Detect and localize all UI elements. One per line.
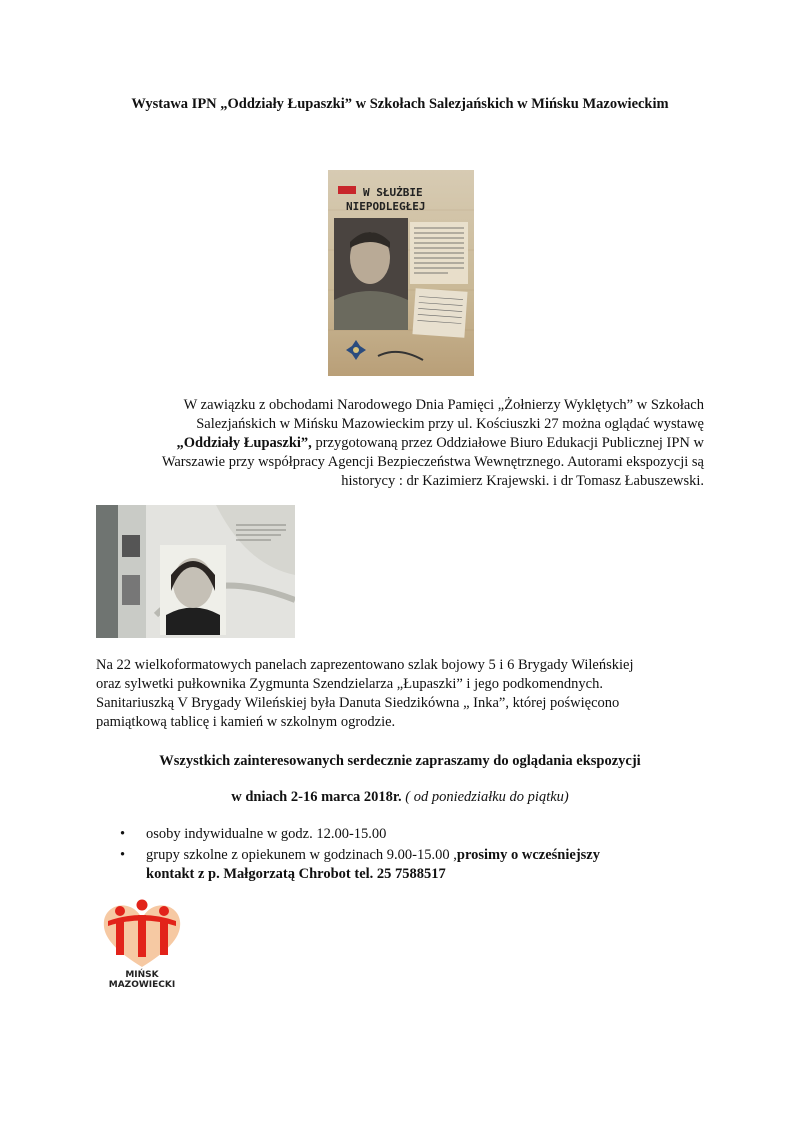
cross-medal-icon [346,340,366,360]
exhibition-name: „Oddziały Łupaszki”, [176,435,312,451]
intro-paragraph [92,396,704,491]
city-logo-icon [96,897,188,989]
contact-details: kontakt z p. Małgorzatą Chrobot tel. 25 7588517 [146,866,446,882]
page-title: Wystawa IPN „Oddziały Łupaszki” w Szkołach Salezjańskich w Mińsku Mazowieckim [131,96,669,112]
dates-italic: ( od poniedziałku do piątku) [401,789,569,805]
poster-heading-1: W SŁUŻBIE [363,186,423,199]
bullet-icon: • [120,826,126,842]
intro-line-2: Salezjańskich w Mińsku Mazowieckim przy ul. Kościuszki 27 można oglądać wystawę [196,416,704,432]
intro-line-4: Warszawie przy współpracy Agencji Bezpieczeństwa Wewnętrznego. Autorami ekspozycji są [161,454,704,470]
exhibit-illustration [96,505,295,638]
flag-icon [338,186,356,194]
dates-bold: w dniach 2-16 marca 2018r. [231,789,402,805]
exhibition-dates [0,789,800,806]
description-line-4: pamiątkową tablicę i kamień w szkolnym ogrodzie. [96,714,396,730]
intro-line-1: W zawiązku z obchodami Narodowego Dnia Pamięci „Żołnierzy Wyklętych” w Szkołach [183,397,704,413]
description-paragraph [96,656,716,732]
list-item [120,846,720,884]
exhibition-photo [96,505,295,638]
list-item [120,825,720,844]
visiting-hours-list [120,825,720,886]
intro-line-3 [92,434,704,453]
description-line-2: oraz sylwetki pułkownika Zygmunta Szendzielarza „Łupaszki” i jego podkomendnych. [96,676,603,692]
list-item-text: osoby indywidualne w godz. 12.00-15.00 [146,826,387,842]
description-line-3: Sanitariuszką V Brygady Wileńskiej była Danuta Siedzikówna „ Inka”, której poświęcono [96,695,620,711]
exhibition-poster-image [328,170,474,376]
poster-heading-2: NIEPODLEGŁEJ [346,200,426,213]
bullet-icon: • [120,847,126,863]
list-item-text: grupy szkolne z opiekunem w godzinach 9.00-15.00 , [146,847,457,863]
poster-illustration [328,170,474,376]
contact-request: prosimy o wcześniejszy [456,847,600,863]
intro-line-3-rest: przygotowaną przez Oddziałowe Biuro Edukacji Publicznej IPN w [311,435,704,451]
description-line-1: Na 22 wielkoformatowych panelach zaprezentowano szlak bojowy 5 i 6 Brygady Wileńskiej [96,657,634,673]
invitation-text: Wszystkich zainteresowanych serdecznie zapraszamy do oglądania ekspozycji [159,753,641,769]
logo-line-2: MAZOWIECKI [108,980,176,989]
intro-line-5: historycy : dr Kazimierz Krajewski. i dr Tomasz Łabuszewski. [341,473,704,489]
minsk-mazowiecki-logo [96,897,188,989]
logo-line-1: MIŃSK [125,970,159,980]
